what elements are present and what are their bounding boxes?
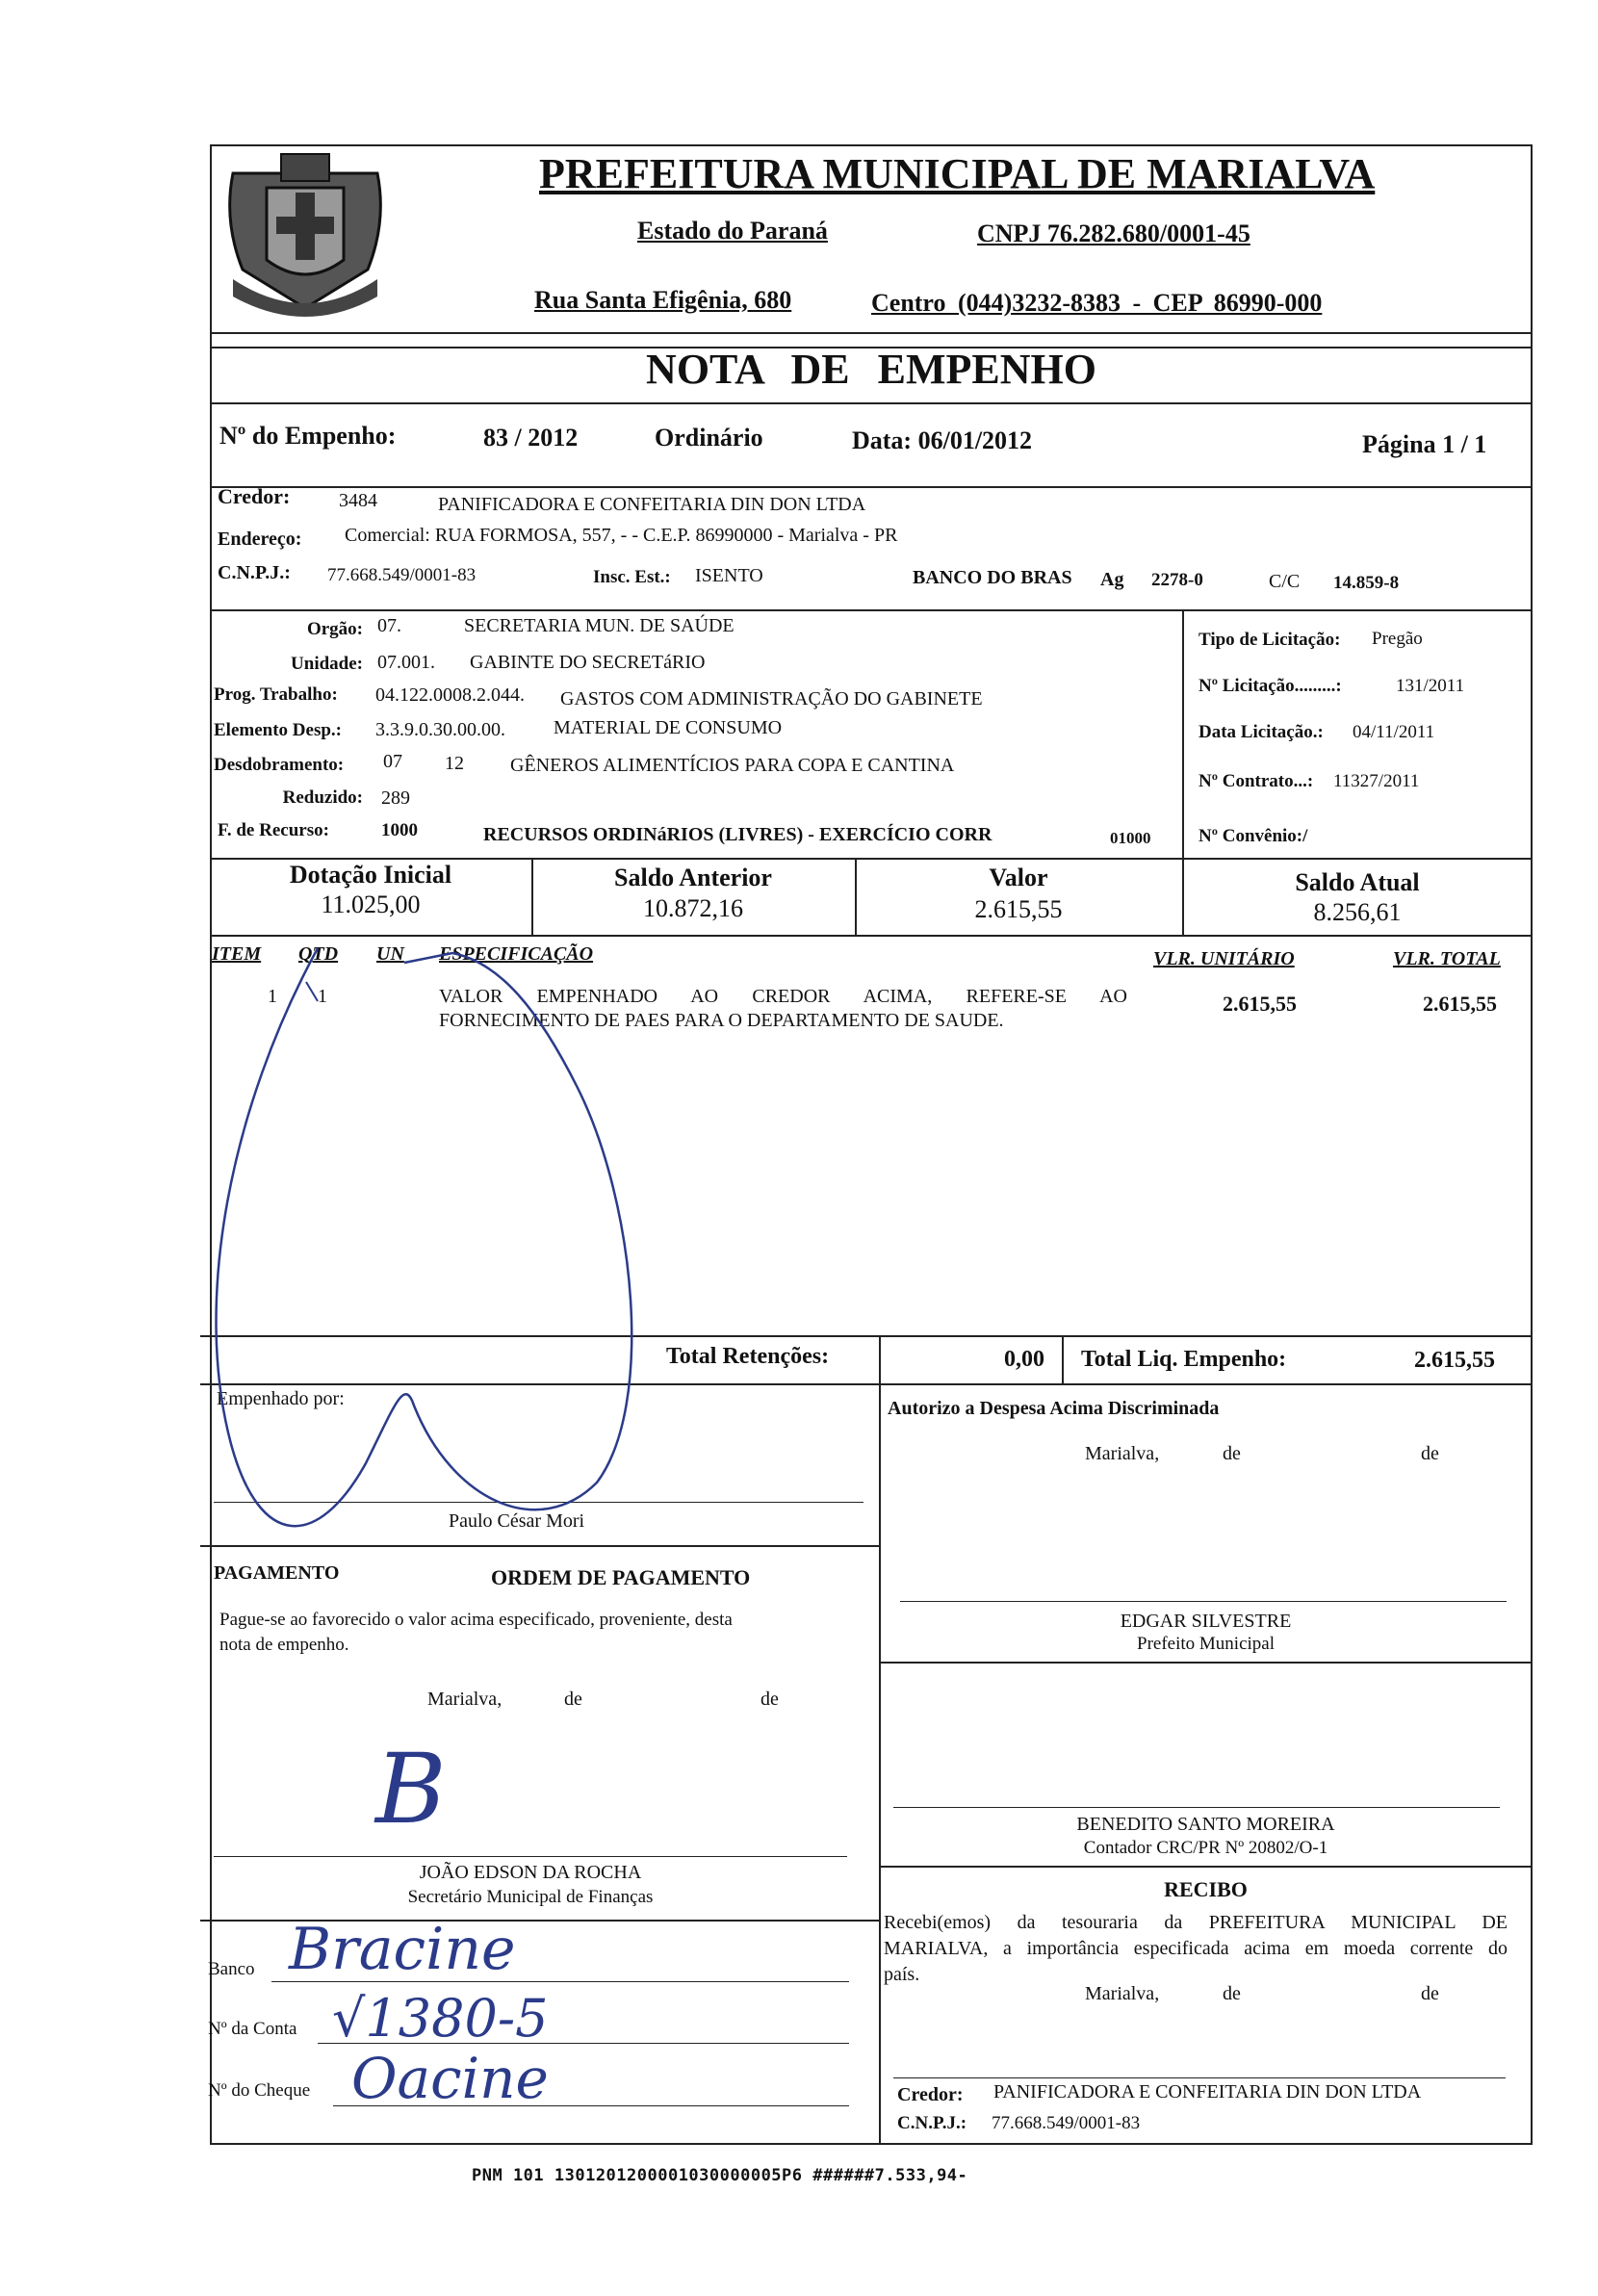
ordem-date-de2: de <box>760 1689 779 1710</box>
data-licitacao-value: 04/11/2011 <box>1353 722 1435 742</box>
bank-name: BANCO DO BRAS <box>913 567 1072 588</box>
empenho-type: Ordinário <box>655 424 763 451</box>
endereco-value: Comercial: RUA FORMOSA, 557, - - C.E.P. 86990000 - Marialva - PR <box>345 525 898 546</box>
reduzido-label: Reduzido: <box>282 787 363 808</box>
recibo-cnpj-value: 77.668.549/0001-83 <box>992 2113 1141 2133</box>
recibo-text-line3: país. <box>884 1964 920 1985</box>
col-item-header: ITEM <box>212 943 262 965</box>
header-street: Rua Santa Efigênia, 680 <box>534 286 792 314</box>
agency-value: 2278-0 <box>1151 570 1203 590</box>
header-cnpj: CNPJ 76.282.680/0001-45 <box>977 219 1250 247</box>
col-unit-header: VLR. UNITÁRIO <box>1153 948 1295 969</box>
contrato-label: Nº Contrato...: <box>1198 771 1314 791</box>
recurso-code: 1000 <box>381 820 418 840</box>
unidade-name: GABINTE DO SECRETáRIO <box>470 652 706 673</box>
item-number: 1 <box>268 986 277 1007</box>
elemento-name: MATERIAL DE CONSUMO <box>554 717 783 738</box>
recibo-text-line1: Recebi(emos) da tesouraria da PREFEITURA MUNICIPAL DE <box>884 1912 1508 1933</box>
dotacao-value: 11.025,00 <box>321 890 421 918</box>
autorizo-label: Autorizo a Despesa Acima Discriminada <box>888 1398 1220 1419</box>
orgao-label: Orgão: <box>306 619 363 639</box>
saldo-anterior-value: 10.872,16 <box>643 894 743 922</box>
elemento-label: Elemento Desp.: <box>214 720 342 740</box>
pagamento-label: PAGAMENTO <box>214 1562 340 1584</box>
elemento-code: 3.3.9.0.30.00.00. <box>375 719 505 740</box>
account-value: 14.859-8 <box>1333 573 1400 593</box>
tipo-licitacao-label: Tipo de Licitação: <box>1198 630 1341 650</box>
header-address: Centro (044)3232-8383 - CEP 86990-000 <box>871 289 1323 317</box>
valor-label: Valor <box>989 864 1048 891</box>
empenhado-por-name: Paulo César Mori <box>449 1510 585 1532</box>
liq-empenho-label: Total Liq. Empenho: <box>1081 1347 1287 1372</box>
tipo-licitacao-value: Pregão <box>1372 629 1423 649</box>
secretario-role: Secretário Municipal de Finanças <box>407 1887 654 1907</box>
recurso-name: RECURSOS ORDINáRIOS (LIVRES) - EXERCÍCIO CORR <box>483 824 992 845</box>
item-total-value: 2.615,55 <box>1423 992 1497 1016</box>
municipality-title: PREFEITURA MUNICIPAL DE MARIALVA <box>539 150 1376 197</box>
empenho-date: Data: 06/01/2012 <box>852 426 1033 454</box>
desdobramento-name: GÊNEROS ALIMENTÍCIOS PARA COPA E CANTINA <box>510 755 955 776</box>
desdobramento-label: Desdobramento: <box>214 755 345 775</box>
recibo-credor-name: PANIFICADORA E CONFEITARIA DIN DON LTDA <box>993 2081 1422 2103</box>
page-indicator: Página 1 / 1 <box>1362 430 1487 458</box>
recurso-code2: 01000 <box>1110 829 1151 847</box>
handwritten-cheque: Oacine <box>351 2046 549 2111</box>
autorizo-date-de1: de <box>1223 1443 1241 1464</box>
ordem-date-de1: de <box>564 1689 582 1710</box>
contador-role: Contador CRC/PR Nº 20802/O-1 <box>1083 1838 1328 1858</box>
secretario-name: JOÃO EDSON DA ROCHA <box>419 1862 642 1883</box>
desdobramento-code1: 07 <box>383 751 402 772</box>
col-un-header: UN <box>376 943 404 965</box>
autorizo-date-city: Marialva, <box>1085 1443 1160 1464</box>
document-title: NOTA DE EMPENHO <box>646 346 1096 393</box>
contrato-value: 11327/2011 <box>1333 771 1420 791</box>
cnpj-label: C.N.P.J.: <box>218 562 291 583</box>
empenho-number: 83 / 2012 <box>483 424 579 451</box>
micr-code: PNM 101 1301201200001030000005P6 ######7.533,94- <box>472 2166 968 2185</box>
cnpj-value: 77.668.549/0001-83 <box>327 565 477 585</box>
empenhado-por-label: Empenhado por: <box>217 1388 345 1409</box>
ordem-date-city: Marialva, <box>427 1689 503 1710</box>
recibo-date-de2: de <box>1421 1983 1439 2004</box>
prog-code: 04.122.0008.2.044. <box>375 684 525 706</box>
insc-value: ISENTO <box>695 565 763 586</box>
item-description-line2: FORNECIMENTO DE PAES PARA O DEPARTAMENTO DE SAUDE. <box>439 1010 1004 1031</box>
agency-label: Ag <box>1100 569 1124 590</box>
unidade-label: Unidade: <box>291 654 363 674</box>
contador-name: BENEDITO SANTO MOREIRA <box>1076 1814 1335 1835</box>
num-licitacao-label: Nº Licitação.........: <box>1198 676 1342 696</box>
prog-name: GASTOS COM ADMINISTRAÇÃO DO GABINETE <box>560 688 983 709</box>
reduzido-value: 289 <box>381 787 410 809</box>
saldo-atual-value: 8.256,61 <box>1313 898 1402 926</box>
col-total-header: VLR. TOTAL <box>1393 948 1501 969</box>
prefeito-name: EDGAR SILVESTRE <box>1120 1611 1292 1632</box>
handwritten-initial: B <box>375 1733 447 1845</box>
credor-label: Credor: <box>218 484 291 508</box>
item-description-line1: VALOR EMPENHADO AO CREDOR ACIMA, REFERE-SE AO <box>439 986 1127 1007</box>
convenio-label: Nº Convênio:/ <box>1198 826 1308 846</box>
col-qtd-header: QTD <box>298 943 339 965</box>
account-label: C/C <box>1269 571 1301 592</box>
recibo-title: RECIBO <box>1164 1877 1248 1901</box>
valor-value: 2.615,55 <box>974 895 1063 923</box>
handwritten-conta: √1380-5 <box>332 1988 549 2049</box>
banco-label: Banco <box>208 1959 255 1979</box>
credor-code: 3484 <box>339 490 377 511</box>
endereco-label: Endereço: <box>218 529 302 550</box>
retencoes-value: 0,00 <box>1004 1347 1044 1372</box>
insc-label: Insc. Est.: <box>593 567 671 587</box>
prog-label: Prog. Trabalho: <box>214 684 338 705</box>
col-espec-header: ESPECIFICAÇÃO <box>439 943 594 965</box>
handwritten-banco: Bracine <box>289 1916 516 1983</box>
credor-name: PANIFICADORA E CONFEITARIA DIN DON LTDA <box>438 494 866 515</box>
saldo-atual-label: Saldo Atual <box>1295 868 1420 896</box>
recibo-credor-label: Credor: <box>897 2084 964 2105</box>
pague-text-line1: Pague-se ao favorecido o valor acima especificado, proveniente, desta <box>219 1610 733 1630</box>
state-name: Estado do Paraná <box>637 217 828 245</box>
saldo-anterior-label: Saldo Anterior <box>614 864 772 891</box>
dotacao-label: Dotação Inicial <box>289 861 452 889</box>
ordem-pagamento-title: ORDEM DE PAGAMENTO <box>491 1565 751 1589</box>
pague-text-line2: nota de empenho. <box>219 1635 349 1655</box>
recibo-cnpj-label: C.N.P.J.: <box>897 2113 967 2133</box>
cheque-label: Nº do Cheque <box>208 2080 311 2101</box>
orgao-name: SECRETARIA MUN. DE SAÚDE <box>464 615 735 636</box>
liq-empenho-value: 2.615,55 <box>1414 1348 1495 1373</box>
empenho-number-label: Nº do Empenho: <box>219 422 397 450</box>
recibo-date-city: Marialva, <box>1085 1983 1160 2004</box>
recibo-date-de1: de <box>1223 1983 1241 2004</box>
unidade-code: 07.001. <box>377 652 435 673</box>
item-qty: 1 <box>318 986 327 1007</box>
conta-label: Nº da Conta <box>208 2019 297 2039</box>
orgao-code: 07. <box>377 615 401 636</box>
recurso-label: F. de Recurso: <box>218 820 329 840</box>
num-licitacao-value: 131/2011 <box>1396 676 1465 696</box>
prefeito-role: Prefeito Municipal <box>1137 1634 1275 1654</box>
retencoes-label: Total Retenções: <box>666 1344 830 1369</box>
item-unit-value: 2.615,55 <box>1223 992 1297 1016</box>
autorizo-date-de2: de <box>1421 1443 1439 1464</box>
data-licitacao-label: Data Licitação.: <box>1198 722 1324 742</box>
recibo-text-line2: MARIALVA, a importância especificada acima em moeda corrente do <box>884 1938 1508 1959</box>
desdobramento-code2: 12 <box>445 753 464 774</box>
